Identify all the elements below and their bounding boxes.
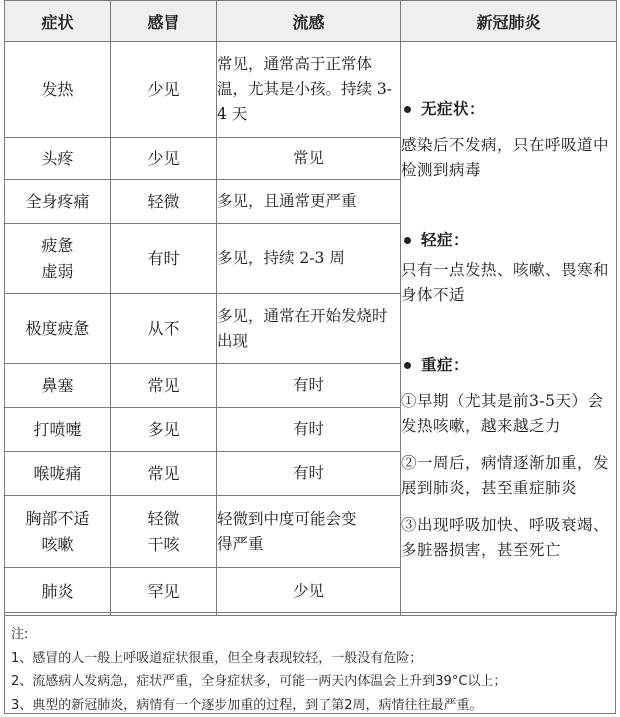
- mild-text: 只有一点发热、咳嗽、畏寒和身体不适: [401, 258, 616, 308]
- covid-description: [401, 42, 617, 616]
- cold-cell: 轻微干咳: [111, 496, 217, 568]
- cold-cell: 多见: [111, 408, 217, 452]
- severe-title: 重症：: [421, 355, 469, 374]
- symptom-cell: 极度疲惫: [5, 294, 111, 364]
- symptom-comparison-table: [4, 0, 617, 616]
- symptom-cell: 发热: [5, 42, 111, 138]
- symptom-cell: 全身疼痛: [5, 180, 111, 224]
- flu-cell: 常见: [217, 138, 401, 180]
- asymptomatic-text: 感染后不发病，只在呼吸道中检测到病毒: [401, 133, 616, 183]
- header-flu: 流感: [217, 1, 401, 42]
- symptom-cell: 鼻塞: [5, 364, 111, 408]
- severe-stage-2: ②一周后，病情逐渐加重，发展到肺炎，甚至重症肺炎: [401, 451, 616, 501]
- note-3: 3、典型的新冠肺炎，病情有一个逐步加重的过程，到了第2周，病情往往最严重。: [11, 694, 609, 717]
- cold-cell: 少见: [111, 42, 217, 138]
- notes-title: 注:: [11, 623, 609, 647]
- covid-asymptomatic: [401, 96, 616, 183]
- cold-cell: 少见: [111, 138, 217, 180]
- table-row: [5, 42, 617, 138]
- bullet-icon: [404, 362, 411, 369]
- flu-cell: 多见，通常在开始发烧时出现: [217, 294, 401, 364]
- symptom-cell: 疲惫虚弱: [5, 224, 111, 294]
- covid-mild: [401, 227, 616, 308]
- header-covid: 新冠肺炎: [401, 1, 617, 42]
- header-row: [5, 1, 617, 42]
- flu-cell: 常见，通常高于正常体温，尤其是小孩。持续 3-4 天: [217, 42, 401, 138]
- flu-cell: 多见，且通常更严重: [217, 180, 401, 224]
- severe-stage-3: ③出现呼吸加快、呼吸衰竭、多脏器损害，甚至死亡: [401, 513, 616, 563]
- header-cold: 感冒: [111, 1, 217, 42]
- covid-severe: [401, 352, 616, 563]
- flu-cell: 轻微到中度可能会变得严重: [217, 496, 401, 568]
- symptom-cell: 胸部不适咳嗽: [5, 496, 111, 568]
- symptom-cell: 头疼: [5, 138, 111, 180]
- flu-cell: 少见: [217, 568, 401, 616]
- bullet-icon: [404, 237, 411, 244]
- notes-box: [4, 612, 616, 714]
- mild-title: 轻症：: [421, 230, 469, 249]
- flu-cell: 有时: [217, 452, 401, 496]
- flu-cell: 多见，持续 2-3 周: [217, 224, 401, 294]
- symptom-cell: 肺炎: [5, 568, 111, 616]
- asymptomatic-title: 无症状：: [421, 99, 485, 118]
- note-2: 2、流感病人发病急，症状严重，全身症状多，可能一两天内体温会上升到39°C以上；: [11, 670, 609, 694]
- cold-cell: 从不: [111, 294, 217, 364]
- cold-cell: 罕见: [111, 568, 217, 616]
- flu-cell: 有时: [217, 408, 401, 452]
- cold-cell: 常见: [111, 452, 217, 496]
- severe-stage-1: ①早期（尤其是前3-5天）会发热咳嗽，越来越乏力: [401, 389, 616, 439]
- cold-cell: 常见: [111, 364, 217, 408]
- flu-cell: 有时: [217, 364, 401, 408]
- symptom-cell: 打喷嚏: [5, 408, 111, 452]
- cold-cell: 轻微: [111, 180, 217, 224]
- cold-cell: 有时: [111, 224, 217, 294]
- note-1: 1、感冒的人一般上呼吸道症状很重，但全身表现较轻，一般没有危险；: [11, 647, 609, 671]
- bullet-icon: [404, 106, 411, 113]
- symptom-cell: 喉咙痛: [5, 452, 111, 496]
- header-symptom: 症状: [5, 1, 111, 42]
